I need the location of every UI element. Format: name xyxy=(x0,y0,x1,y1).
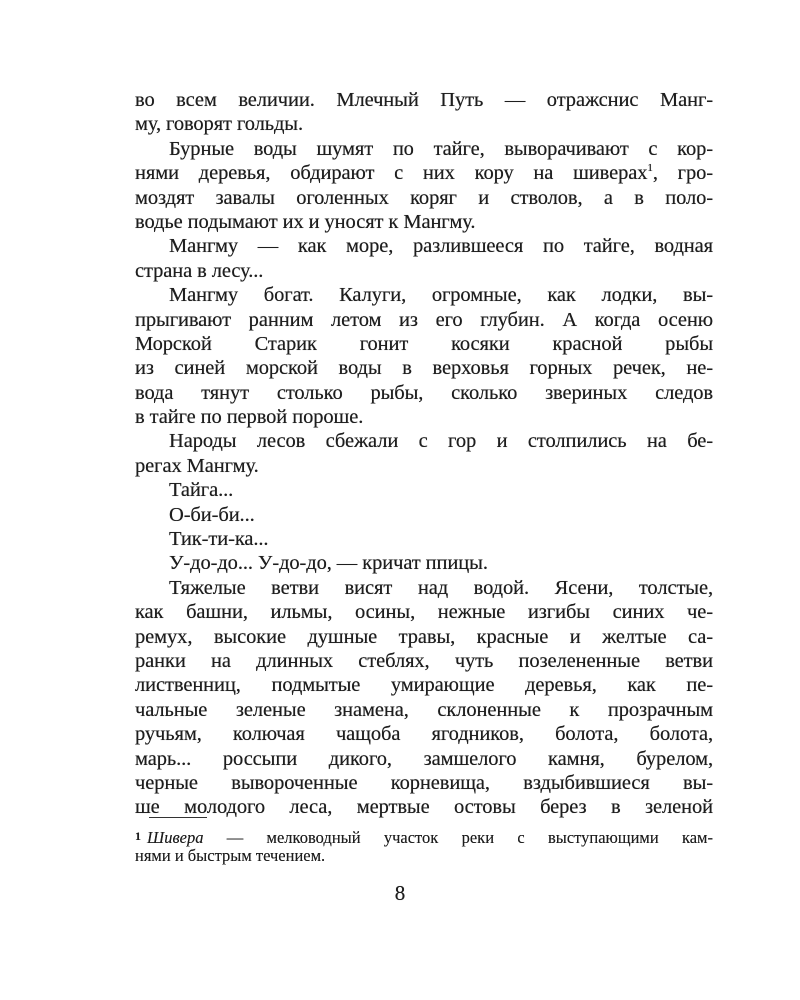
text-line: моздят завалы оголенных коряг и стволов, а в поло- xyxy=(135,186,713,209)
text-line: Тик-ти-ка... xyxy=(169,528,269,551)
text-line: Морской Старик гонит косяки красной рыбы xyxy=(135,332,713,355)
text-line: водье подымают их и уносят к Мангму. xyxy=(135,210,476,233)
text-line: Бурные воды шумят по тайге, выворачивают с кор- xyxy=(169,137,713,160)
text-line: вода тянут столько рыбы, сколько звериных следов xyxy=(135,381,713,404)
text-line: черные вывороченные корневища, вздыбившиеся вы- xyxy=(135,771,713,794)
text-line: регах Мангму. xyxy=(135,454,259,477)
text-line: Тайга... xyxy=(169,479,234,502)
text-line: ручьям, колючая чащоба ягодников, болота, болота, xyxy=(135,723,713,746)
text-line: У-до-до... У-до-до, — кричат ппицы. xyxy=(169,552,488,575)
text-line: марь... россыпи дикого, замшелого камня, бурелом, xyxy=(135,747,713,770)
text-line: Мангму богат. Калуги, огромные, как лодки, вы- xyxy=(169,284,713,307)
text-line-with-footnote xyxy=(135,161,713,185)
main-text xyxy=(135,88,713,820)
text-line: лиственниц, подмытые умирающие деревья, как пе- xyxy=(135,674,713,697)
footnote-mark: 1 xyxy=(135,829,141,843)
footnote-reference[interactable]: 1 xyxy=(647,162,653,175)
text-line: му, говорят гольды. xyxy=(135,113,304,136)
text-line: О-би-би... xyxy=(169,503,255,526)
footnote-term: Шивера xyxy=(147,828,204,847)
text-line: Мангму — как море, разлившееся по тайге, водная xyxy=(169,235,713,258)
text-line: страна в лесу... xyxy=(135,259,264,282)
text-line: прыгивают ранним летом из его глубин. А когда осеню xyxy=(135,308,713,331)
footnote-divider xyxy=(149,817,207,818)
text-fragment: нями деревья, обдирают с них кору на шиверах xyxy=(135,162,648,185)
text-line: ше молодого леса, мертвые остовы берез в зеленой xyxy=(135,796,713,819)
text-fragment: , гро- xyxy=(652,162,713,185)
text-line: чальные зеленые знамена, склоненные к прозрачным xyxy=(135,698,713,721)
text-line: из синей морской воды в верховья горных речек, не- xyxy=(135,357,713,380)
footnote-line: нями и быстрым течением. xyxy=(135,846,326,865)
text-line: в тайге по первой пороше. xyxy=(135,406,364,429)
page-number: 8 xyxy=(394,881,406,905)
text-line: как башни, ильмы, осины, нежные изгибы синих че- xyxy=(135,601,713,624)
footnote-definition: — мелководный участок реки с выступающими кам- xyxy=(203,828,713,847)
text-line: Тяжелые ветви висят над водой. Ясени, толстые, xyxy=(169,576,713,599)
text-line: ремух, высокие душные травы, красные и желтые са- xyxy=(135,625,713,648)
text-line: Народы лесов сбежали с гор и столпились на бе- xyxy=(169,430,713,453)
text-line: ранки на длинных стеблях, чуть позелененные ветви xyxy=(135,649,713,672)
footnote xyxy=(135,826,713,866)
footnote-line xyxy=(135,826,713,846)
text-line: во всем величии. Млечный Путь — отражснис Манг- xyxy=(135,89,713,111)
